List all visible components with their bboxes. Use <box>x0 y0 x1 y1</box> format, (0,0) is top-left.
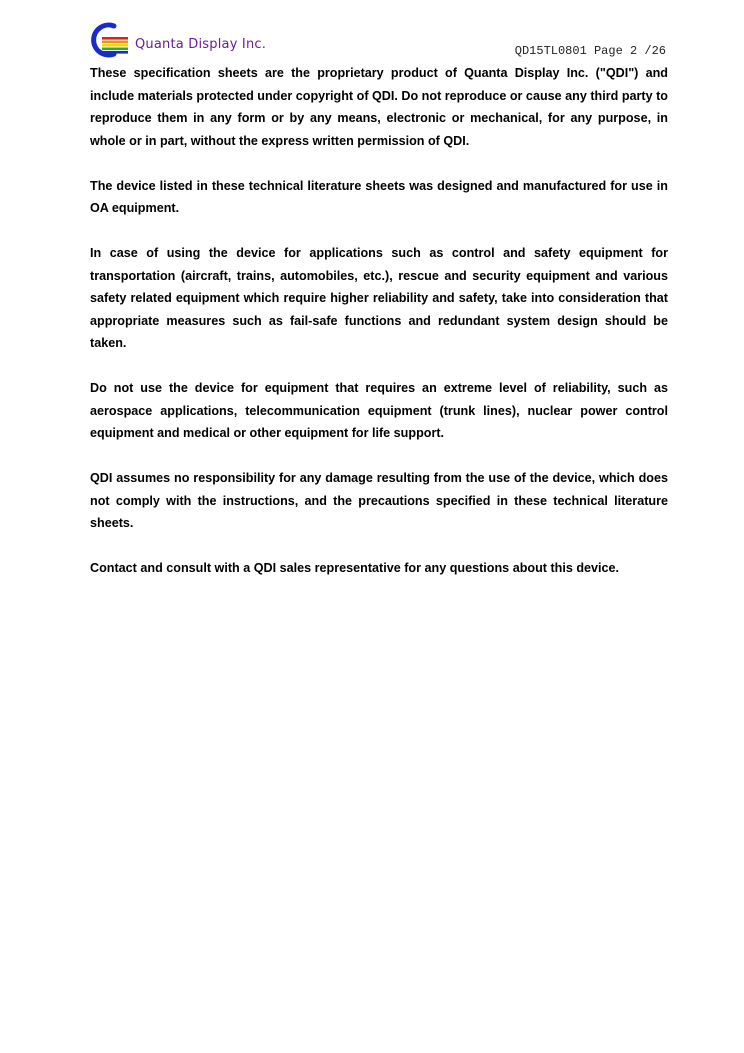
paragraph-proprietary-notice: These specification sheets are the proprietary product of Quanta Display Inc. ("QDI") and include materials protected under copyright of QDI. Do not reproduce or cause any third party to reproduce them in any form or by any means, electronic or mechanical, for any purpose, in whole or in part, without the express written permission of QDI. <box>90 66 669 148</box>
paragraph-safety-applications: In case of using the device for applications such as control and safety equipment for transportation (aircraft, trains, automobiles, etc.), rescue and security equipment and various safety related equipment which require higher reliability and safety, take into consideration that appropriate measures such as fail-safe functions and redundant system design should be taken. <box>90 246 668 350</box>
document-page-reference: QD15TL0801 Page 2 /26 <box>514 44 666 58</box>
paragraph-contact-sales: Contact and consult with a QDI sales representative for any questions about this device. <box>90 561 620 575</box>
qdi-logo-icon <box>84 20 132 60</box>
document-body <box>90 62 668 602</box>
paragraph-intended-use: The device listed in these technical literature sheets was designed and manufactured for use in OA equipment. <box>90 178 668 215</box>
company-name: Quanta Display Inc. <box>135 37 267 52</box>
page-header <box>84 20 668 62</box>
paragraph-liability-disclaimer: QDI assumes no responsibility for any damage resulting from the use of the device, which does not comply with the instructions, and the precautions specified in these technical literature sheets. <box>90 471 668 530</box>
paragraph-reliability-warning: Do not use the device for equipment that requires an extreme level of reliability, such as aerospace applications, telecommunication equipment (trunk lines), nuclear power control equipment and medical or other equipment for life support. <box>90 381 668 440</box>
